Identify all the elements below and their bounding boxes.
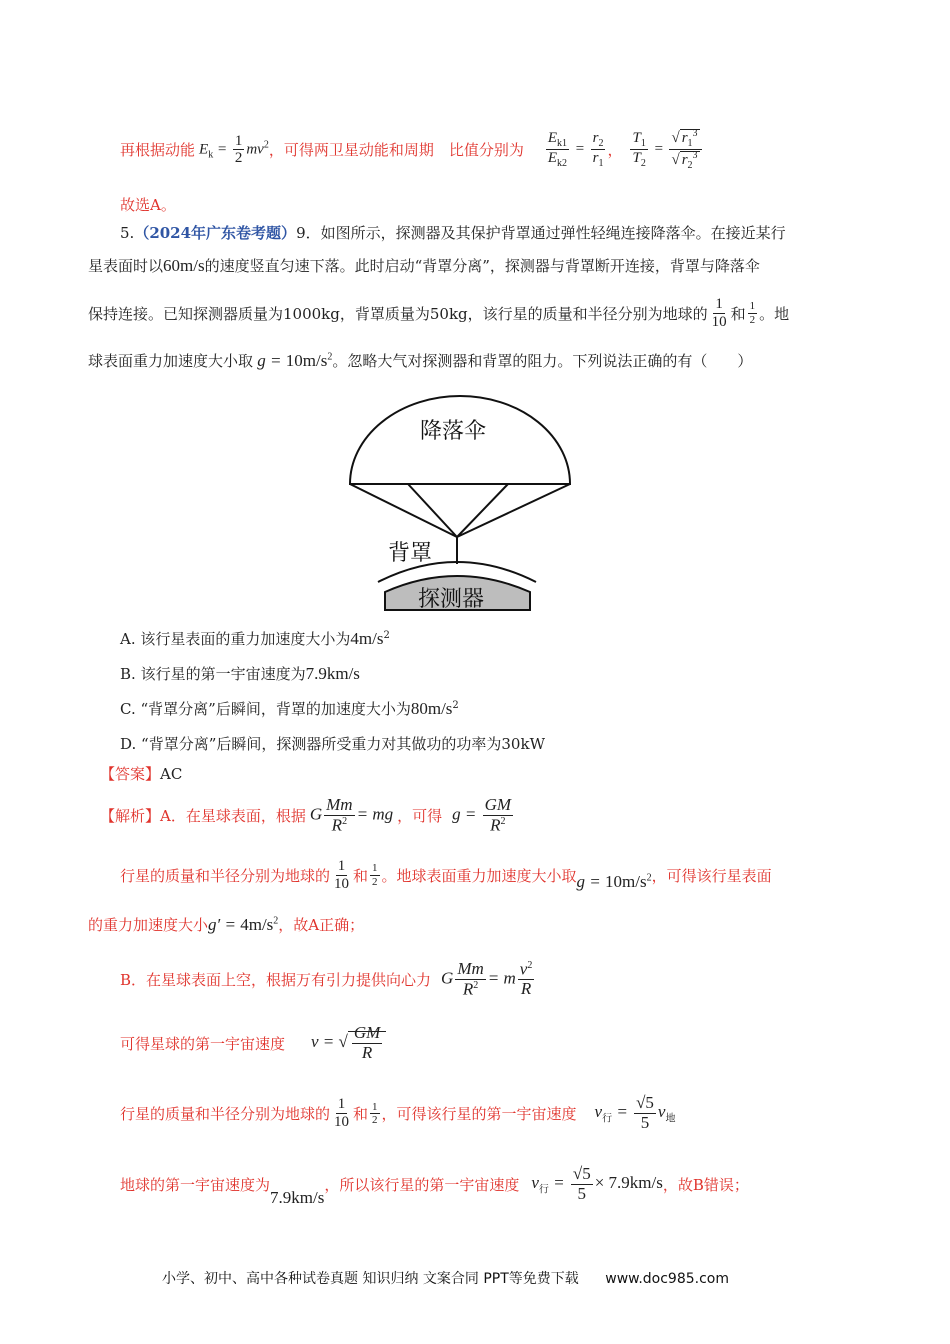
radius-fraction-2: $\frac{1}{2}$ (372, 862, 378, 888)
analysis-b4a: 地球的第一宇宙速度为 (120, 1175, 271, 1194)
surface-gravity-formula: g = $\frac{GM}{R^2}$ (452, 795, 512, 835)
parachute-line-left (350, 484, 457, 537)
parachute-line-mid-right (457, 484, 508, 537)
question-text-2b: 的速度竖直匀速下落。此时启动“背罩分离”，探测器与背罩断开连接，背罩与降落伞 (204, 257, 760, 275)
option-b-label: B. (120, 665, 136, 683)
analysis-b1: B．在星球表面上空，根据万有引力提供向心力 (120, 971, 432, 990)
question-line-4 (88, 350, 752, 371)
analysis-b-line-2 (120, 1024, 386, 1062)
analysis-a2and: 和 (353, 866, 369, 885)
question-text-3b: 。地 (759, 304, 790, 323)
question-line-2 (88, 255, 760, 276)
mass-fraction-2: $\frac{1}{10}$ (334, 858, 350, 892)
parachute-line-mid-left (408, 484, 457, 537)
option-d-label: D. (120, 735, 137, 753)
analysis-b2: 可得星球的第一宇宙速度 (120, 1034, 286, 1053)
analysis-b4c: ，故B错误； (662, 1175, 749, 1194)
earth-first-velocity: 7.9km/s (270, 1188, 325, 1207)
option-d-text: “背罩分离”后瞬间，探测器所受重力对其做功的功率为30kW (141, 735, 545, 753)
radius-fraction: $\frac{1}{2}$ (749, 300, 756, 326)
mass-fraction-3: $\frac{1}{10}$ (334, 1096, 350, 1130)
line1-prefix: 再根据动能 (120, 141, 196, 159)
centripetal-formula: G $\frac{Mm}{R^2}$ = m $\frac{v^2}{R}$ (441, 959, 533, 999)
option-c: C. “背罩分离”后瞬间，背罩的加速度大小为$80m/s^2$ (120, 699, 459, 718)
analysis-a2a: 行星的质量和半径分别为地球的 (120, 866, 331, 885)
ratio-formula: $\frac{E_{k1}}{E_{k2}}$ = $\frac{r_2}{r_1}$ (547, 130, 604, 169)
radius-fraction-3: $\frac{1}{2}$ (372, 1100, 378, 1126)
analysis-b-line-4 (120, 1160, 749, 1208)
analysis-b-line-1 (120, 960, 536, 999)
choose-answer-line: 故选A。 (120, 196, 176, 214)
option-c-value: 80m/s (410, 699, 453, 718)
analysis-a3b: ，故A正确； (278, 916, 365, 934)
question-line-1 (120, 222, 786, 243)
question-text-4b: 。忽略大气对探测器和背罩的阻力。下列说法正确的有（ ） (332, 352, 753, 370)
option-c-label: C. (120, 700, 136, 718)
analysis-label: 【解析】 (100, 807, 161, 826)
earth-gravity-value: $g = 10m/s^2$ (576, 872, 652, 891)
kinetic-energy-formula: $E_k$ = $\frac{1}{2}$ $mv^2$ (199, 132, 269, 166)
option-c-text: “背罩分离”后瞬间，背罩的加速度大小为 (140, 700, 411, 718)
backshell-label: 背罩 (388, 541, 433, 566)
question-text-1: 9．如图所示，探测器及其保护背罩通过弹性轻绳连接降落伞。在接近某行 (296, 224, 786, 242)
parachute-line-right (457, 484, 570, 537)
analysis-b-line-3 (120, 1094, 675, 1132)
option-b-text: 该行星的第一宇宙速度为 (140, 665, 306, 683)
analysis-a1: A．在星球表面，根据 (160, 807, 306, 826)
footer-site-link[interactable]: www.doc985.com (605, 1271, 729, 1287)
question-source: （2024年广东卷考题） (134, 224, 297, 242)
analysis-b3and: 和 (353, 1104, 369, 1123)
option-d (120, 733, 545, 754)
parachute-label: 降落伞 (420, 419, 487, 444)
footer (162, 1268, 729, 1288)
gravity-law-formula: G $\frac{Mm}{R^2}$ = mg (309, 795, 394, 835)
option-a: A. 该行星表面的重力加速度大小为$4m/s^2$ (120, 629, 390, 648)
first-cosmic-velocity-formula: v = √ $\frac{GM}{R}$ (311, 1024, 386, 1062)
option-a-text: 该行星表面的重力加速度大小为 (140, 630, 351, 648)
question-number: 5. (120, 224, 135, 242)
answer-label: 【答案】 (100, 765, 161, 783)
line1-comma: ， (607, 141, 623, 159)
analysis-b3a: 行星的质量和半径分别为地球的 (120, 1104, 331, 1123)
planet-velocity-ratio: $v_行$ = $\frac{√5}{5}$ $v_地$ (594, 1093, 676, 1132)
answer-line (100, 763, 182, 784)
parachute-figure (340, 392, 580, 617)
gravity-value: $g = 10m/s^2$ (253, 351, 333, 370)
analysis-line-kinetic (120, 128, 704, 171)
option-b (120, 663, 360, 684)
question-line-3 (88, 296, 789, 330)
analysis-b4b: ，所以该行星的第一宇宙速度 (324, 1175, 520, 1194)
question-text-3a: 保持连接。已知探测器质量为1000kg，背罩质量为50kg，该行星的质量和半径分别为地球的 (88, 304, 708, 323)
mass-fraction: $\frac{1}{10}$ (711, 296, 727, 330)
analysis-a2b: 。地球表面重力加速度大小取 (381, 866, 577, 885)
analysis-a-line-2 (120, 858, 772, 892)
option-a-label: A. (120, 630, 136, 648)
question-and: 和 (730, 304, 746, 323)
analysis-b3b: ，可得该行星的第一宇宙速度 (381, 1104, 577, 1123)
analysis-a1b: ，可得 (397, 807, 443, 826)
question-text-2a: 星表面时以 (88, 257, 164, 275)
probe-label: 探测器 (418, 587, 485, 612)
option-b-value: 7.9km/s (305, 664, 360, 683)
planet-velocity-value: $v_行$ = $\frac{√5}{5}$ × 7.9km/s (531, 1163, 663, 1203)
option-a-value: 4m/s (350, 629, 384, 648)
analysis-a3a: 的重力加速度大小 (88, 916, 209, 934)
question-text-4a: 球表面重力加速度大小取 (88, 352, 254, 370)
speed-value: 60m/s (163, 256, 205, 275)
answer-value: AC (160, 765, 183, 783)
analysis-a-line-1 (100, 796, 515, 835)
footer-text: 小学、初中、高中各种试卷真题 知识归纳 文案合同 PPT等免费下载 (162, 1271, 579, 1287)
analysis-a2c: ，可得该行星表面 (651, 866, 772, 885)
analysis-a-line-3 (88, 914, 364, 935)
planet-gravity-value: $g' = 4m/s^2$ (208, 915, 279, 934)
period-ratio-formula: $\frac{T_1}{T_2}$ = $\frac{√ r_1^3}{√ r_2^3}$ (628, 128, 703, 171)
line1-mid: ，可得两卫星动能和周期 比值分别为 (268, 141, 524, 159)
